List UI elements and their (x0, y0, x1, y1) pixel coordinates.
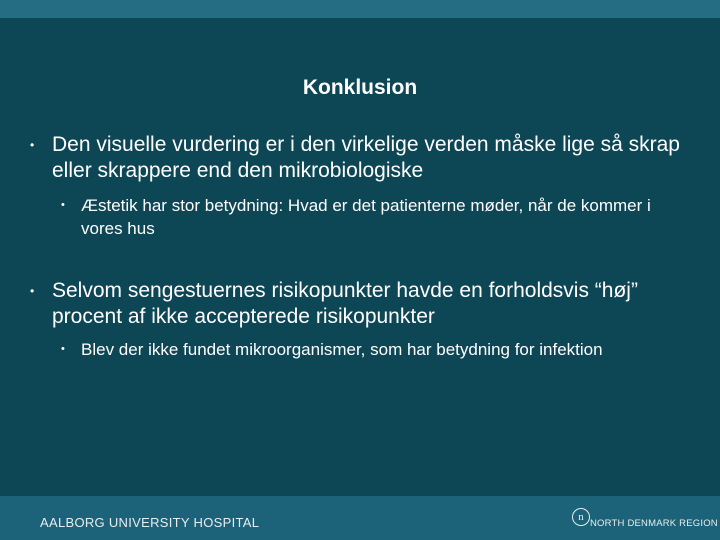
sub-bullet-dot: • (61, 199, 65, 211)
bullet-dot: • (30, 284, 35, 298)
sub-bullet-2-text: Blev der ikke fundet mikroorganismer, som har betydning for infektion (81, 340, 603, 359)
sub-bullet-2 (61, 338, 681, 361)
slide-title: Konklusion (302, 76, 418, 99)
footer-bar (0, 496, 720, 540)
sub-bullet-1 (61, 194, 681, 240)
bullet-1-text: Den visuelle vurdering er i den virkelige verden måske lige så skrap eller skrappere end den mikrobiologiske (52, 133, 680, 182)
top-accent-bar (0, 0, 720, 18)
region-name: NORTH DENMARK REGION (590, 518, 718, 529)
bullet-2 (30, 278, 692, 330)
sub-bullet-dot: • (61, 343, 65, 355)
bullet-1 (30, 132, 692, 184)
bullet-2-text: Selvom sengestuernes risikopunkter havde en forholdsvis “høj” procent af ikke accepterede risikopunkter (52, 279, 638, 328)
hospital-name-logo: AALBORG UNIVERSITY HOSPITAL (40, 515, 260, 530)
bullet-dot: • (30, 138, 35, 152)
region-logo (572, 504, 718, 534)
sub-bullet-1-text: Æstetik har stor betydning: Hvad er det patienterne møder, når de kommer i vores hus (81, 196, 651, 238)
region-logo-icon: n (572, 508, 590, 526)
